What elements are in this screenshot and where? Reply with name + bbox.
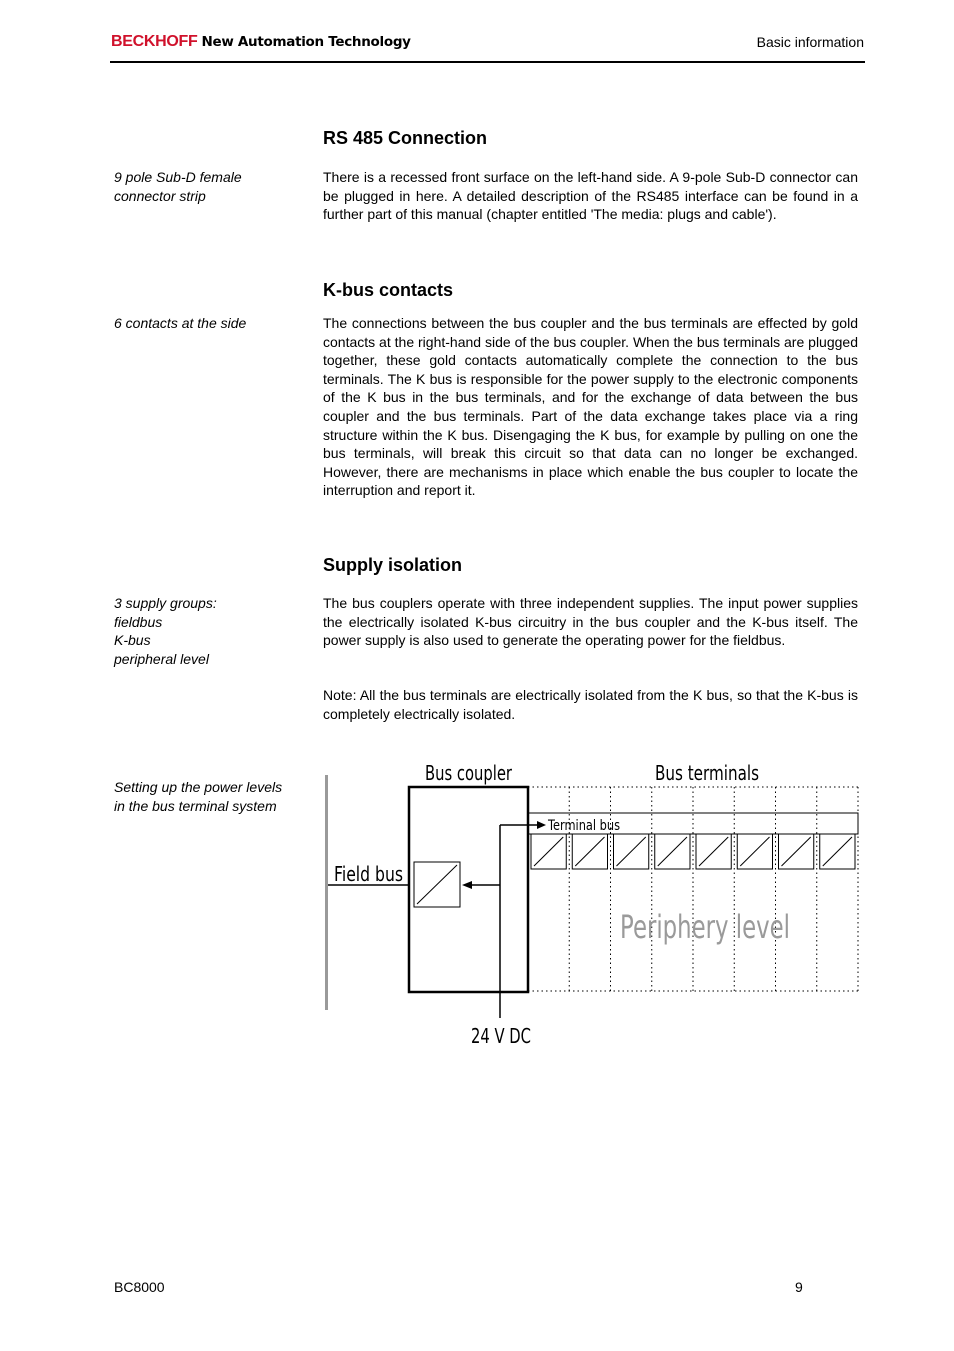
terminal-bus-arrow-head [537,821,546,829]
fieldbus-line [325,775,328,1010]
header-section-title: Basic information [756,34,864,50]
side-note-line: K-bus [114,632,151,648]
label-terminal-bus: Terminal bus [547,818,620,834]
paragraph-kbus: The connections between the bus coupler and the bus terminals are effected by gold contacts at the right-hand side of the bus coupler. When the bus terminals are plugged together, these gold contacts automatically complete the connection to the bus terminals. The K bus is responsible for the power supply to the electronic components of the K bus in the bus terminals, and for the exchange of data between the bus coupler and the bus terminals. Part of the data exchange takes place via a ring structure within the K bus. Disengaging the K bus, for example by pulling on one the bus terminals, will break this circuit so that data can no longer be exchanged. However, there are mechanisms in place which enable the bus coupler to locate the interruption and report it. [323,315,858,499]
beckhoff-logo: BECKHOFF [111,33,198,50]
paragraph-supply: The bus couplers operate with three independent supplies. The input power supplies the electrically isolated K-bus circuitry in the bus coupler and the K-bus itself. The power supply is also used to generate the operating power for the fieldbus. [323,595,858,649]
paragraph-supply-note: Note: All the bus terminals are electrically isolated from the K bus, so that the K-bus is completely electrically isolated. [323,687,858,722]
label-periphery-level: Periphery level [620,908,790,946]
label-24v-dc: 24 V DC [471,1024,531,1048]
heading-kbus: K-bus contacts [323,280,454,300]
side-note-line: Setting up the power levels [114,779,283,795]
label-bus-coupler: Bus coupler [425,761,513,785]
side-note-line: 9 pole Sub-D female [114,169,242,185]
side-note-line: connector strip [114,187,206,204]
side-note-line: in the bus terminal system [114,797,277,814]
heading-rs485: RS 485 Connection [323,128,488,148]
label-bus-terminals: Bus terminals [655,761,759,785]
side-note-line: 3 supply groups: [114,595,217,611]
heading-supply-isolation: Supply isolation [323,555,463,575]
side-note-line: 6 contacts at the side [114,315,247,331]
footer-page-number: 9 [795,1279,803,1295]
footer-product: BC8000 [114,1279,165,1295]
label-field-bus: Field bus [334,862,403,886]
header-tagline: New Automation Technology [201,34,411,50]
side-note-line: fieldbus [114,613,163,630]
supply-arrow-head [462,881,472,889]
paragraph-rs485: There is a recessed front surface on the left-hand side. A 9-pole Sub-D connector can be plugged in here. A detailed description of the RS485 interface can be found in a further part of this manual (chapter entitled 'The media: plugs and cable'). [323,169,858,223]
side-note-line: peripheral level [114,650,209,667]
